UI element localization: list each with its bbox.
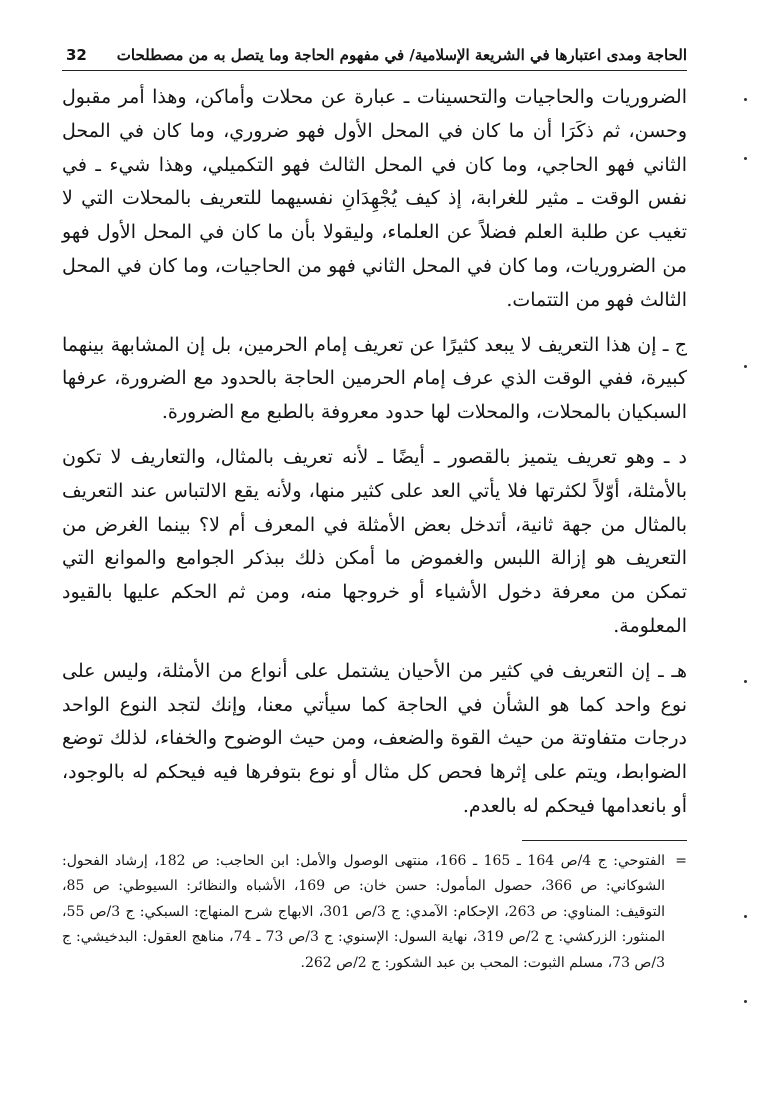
footnote-divider <box>522 840 687 841</box>
scan-speck <box>744 1000 747 1003</box>
scan-speck <box>744 680 747 683</box>
paragraph: هـ ـ إن التعريف في كثير من الأحيان يشتمل على أنواع من الأمثلة، وليس على نوع واحد كما هو الشأن في الحاجة كما سيأتي معنا، وإنك لتجد النوع الواحد درجات متفاوتة من حيث القوة والضعف، ومن حيث الوضوح والخفاء، لذلك توضع الضوابط، ويتم على إثرها فحص كل مثال أو نوع بتوفرها فيه فيحكم له بالوجود، أو بانعدامها فيحكم له بالعدم. <box>62 659 687 817</box>
paragraph: الضروريات والحاجيات والتحسينات ـ عبارة عن محلات وأماكن، وهذا أمر مقبول وحسن، ثم ذكَرَا أن ما كان في المحل الأول فهو ضروري، وما كان في المحل الثاني فهو الحاجي، وما كان في المحل الثالث فهو التكميلي، وهذا شيء ـ في نفس الوقت ـ مثير للغرابة، إذ كيف يُجْهِدَانِ نفسيهما للتعريف بالمحلات التي لا تغيب عن طلبة العلم فضلاً عن العلماء، وليقولا بأن ما كان في المحل الأول فهو من الضروريات، وما كان في المحل الثاني فهو من الحاجيات، وما كان في المحل الثالث فهو من التتمات. <box>62 86 687 311</box>
paragraph: ج ـ إن هذا التعريف لا يبعد كثيرًا عن تعريف إمام الحرمين، بل إن المشابهة بينهما كبيرة، ففي الوقت الذي عرف إمام الحرمين الحاجة بالحدود مع الضرورة، عرفها السبكيان بالمحلات، والمحلات لها حدود معروفة بالطبع مع الضرورة. <box>62 333 687 424</box>
footnote-continuation-marker: = <box>675 852 687 869</box>
scan-speck <box>744 98 747 101</box>
running-title: الحاجة ومدى اعتبارها في الشريعة الإسلامية/ في مفهوم الحاجة وما يتصل به من مصطلحات <box>116 46 687 64</box>
page-number: 32 <box>66 46 87 64</box>
scan-speck <box>744 157 747 160</box>
book-page <box>62 40 687 1080</box>
paragraph: د ـ وهو تعريف يتميز بالقصور ـ أيضًا ـ لأنه تعريف بالمثال، والتعاريف لا تكون بالأمثلة، أوّلاً لكثرتها فلا يأتي العد على كثير منها، ولأنه يقع الالتباس عند التعريف بالمثال من جهة ثانية، أتدخل بعض الأمثلة في المعرف أم لا؟ بينما الغرض من التعريف هو إزالة اللبس والغموض ما أمكن ذلك ببذكر الجوامع والموانع التي تمكن من معرفة دخول الأشياء أو خروجها منه، ومن ثم الحكم عليها بالقيود المعلومة. <box>62 445 687 637</box>
footnote <box>62 849 687 977</box>
scan-speck <box>744 365 747 368</box>
footnote-text: الفتوحي: ج 4/ص 164 ـ 165 ـ 166، منتهى الوصول والأمل: ابن الحاجب: ص 182، إرشاد الفحول: الشوكاني: ص 366، حصول المأمول: حسن خان: ص 169، الأشباه والنظائر: السيوطي: ص 85، التوقيف: المناوي: ص 263، الإحكام: الآمدي: ج 3/ص 301، الابهاج شرح المنهاج: السبكي: ج 3/ص 55، المنثور: الزركشي: ج 2/ص 319، نهاية السول: الإسنوي: ج 3/ص 73 ـ 74، مناهج العقول: البدخيشي: ج 3/ص 73، مسلم الثبوت: المحب بن عبد الشكور: ج 2/ص 262. <box>62 852 666 971</box>
scan-speck <box>744 915 747 918</box>
running-header <box>62 40 687 71</box>
body-text <box>62 81 687 824</box>
